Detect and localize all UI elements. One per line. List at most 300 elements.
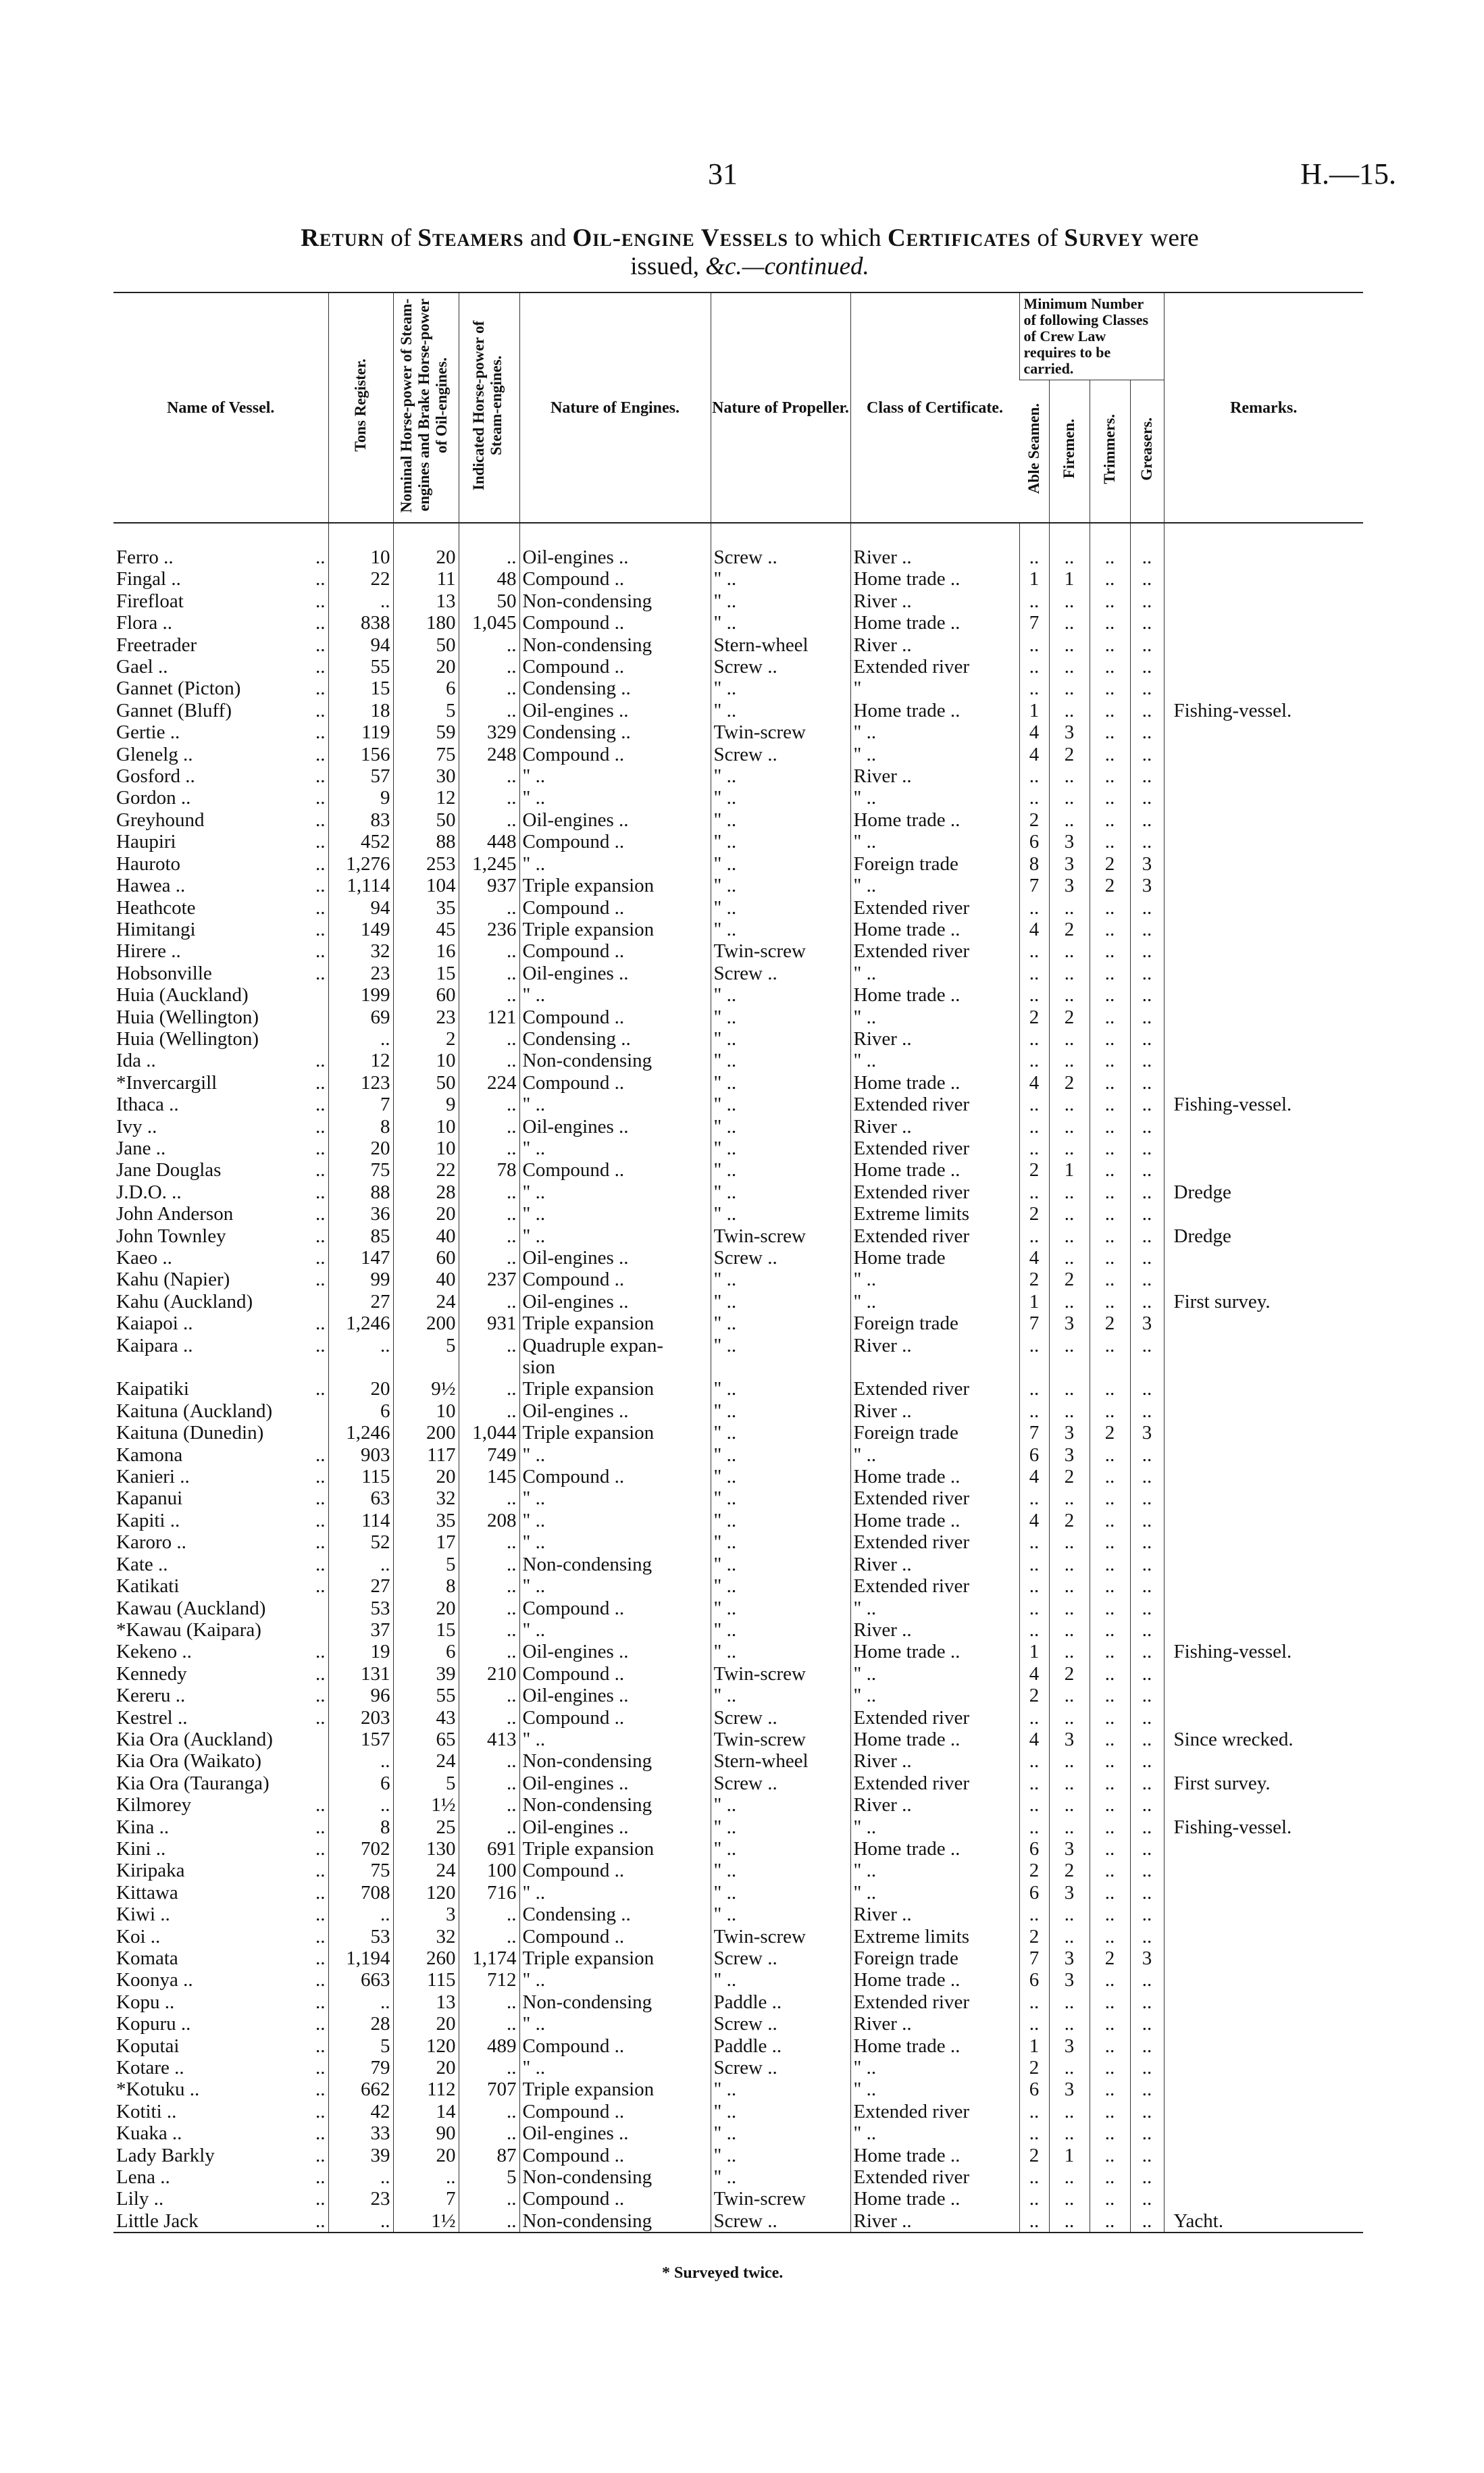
cell-firemen: .. <box>1049 2122 1090 2144</box>
vessel-name-text: Kittawa <box>116 1881 178 1904</box>
cell-nominal-hp: 10 <box>393 1050 459 1071</box>
cell-tons: 83 <box>328 809 393 831</box>
cell-able-seamen: 8 <box>1019 853 1049 875</box>
cell-able-seamen: .. <box>1019 1816 1049 1838</box>
cell-greasers: .. <box>1130 984 1164 1006</box>
cell-able-seamen: 2 <box>1019 1926 1049 1947</box>
cell-able-seamen: 6 <box>1019 1969 1049 1991</box>
cell-vessel-name <box>113 1444 328 1466</box>
cell-greasers: .. <box>1130 1794 1164 1816</box>
cell-indicated-hp <box>459 1356 519 1378</box>
table-row <box>113 1247 1363 1269</box>
cell-firemen: .. <box>1049 1291 1090 1312</box>
cell-firemen: .. <box>1049 1378 1090 1400</box>
cell-indicated-hp: .. <box>459 523 519 568</box>
table-row <box>113 809 1363 831</box>
cell-remarks <box>1164 2166 1363 2188</box>
cell-vessel-name <box>113 1575 328 1597</box>
cell-propeller: Screw .. <box>711 1947 850 1969</box>
cell-tons: 79 <box>328 2057 393 2079</box>
leader-dots: .. <box>315 1947 326 1969</box>
cell-nominal-hp: 20 <box>393 1466 459 1487</box>
cell-tons: 96 <box>328 1685 393 1706</box>
leader-dots: .. <box>315 1553 326 1575</box>
cell-remarks: First survey. <box>1164 1773 1363 1794</box>
cell-greasers: .. <box>1130 2166 1164 2188</box>
cell-trimmers: .. <box>1090 634 1130 656</box>
cell-vessel-name <box>113 1159 328 1181</box>
leader-dots: .. <box>315 1881 326 1904</box>
cell-trimmers: .. <box>1090 1794 1130 1816</box>
cell-tons: 28 <box>328 2013 393 2035</box>
cell-trimmers: .. <box>1090 1138 1130 1159</box>
cell-firemen: 3 <box>1049 1947 1090 1969</box>
vessel-name-text: Kuaka .. <box>116 2122 182 2145</box>
cell-greasers: .. <box>1130 1269 1164 1290</box>
cell-greasers: .. <box>1130 1138 1164 1159</box>
cell-remarks <box>1164 590 1363 612</box>
cell-greasers: 3 <box>1130 1422 1164 1444</box>
table-row <box>113 656 1363 678</box>
cell-greasers: .. <box>1130 787 1164 809</box>
cell-firemen: .. <box>1049 1641 1090 1662</box>
cell-vessel-name <box>113 1466 328 1487</box>
cell-tons: 55 <box>328 656 393 678</box>
table-row <box>113 1707 1363 1729</box>
vessel-name-text: Gosford .. <box>116 765 195 788</box>
cell-trimmers: .. <box>1090 590 1130 612</box>
cell-firemen: .. <box>1049 897 1090 919</box>
vessel-name-text: Kiwi .. <box>116 1904 170 1926</box>
cell-tons: .. <box>328 590 393 612</box>
vessel-name-text: Kapiti .. <box>116 1509 180 1531</box>
cell-certificate: Home trade .. <box>850 1072 1019 1094</box>
cell-certificate: Extended river <box>850 1138 1019 1159</box>
cell-firemen: 3 <box>1049 1882 1090 1904</box>
cell-greasers: .. <box>1130 1926 1164 1947</box>
cell-able-seamen: 6 <box>1019 1882 1049 1904</box>
cell-firemen: 3 <box>1049 831 1090 852</box>
table-row <box>113 1181 1363 1203</box>
cell-firemen: 1 <box>1049 568 1090 590</box>
cell-indicated-hp: 224 <box>459 1072 519 1094</box>
table-row <box>113 875 1363 896</box>
cell-tons: 22 <box>328 568 393 590</box>
cell-remarks <box>1164 2188 1363 2210</box>
cell-greasers: .. <box>1130 1116 1164 1138</box>
cell-indicated-hp: .. <box>459 1400 519 1422</box>
leader-dots: .. <box>315 1159 326 1181</box>
vessel-name-text: Gannet (Bluff) <box>116 699 232 721</box>
cell-remarks <box>1164 919 1363 940</box>
cell-indicated-hp: 413 <box>459 1729 519 1750</box>
leader-dots: .. <box>315 787 326 809</box>
cell-greasers: .. <box>1130 1400 1164 1422</box>
cell-trimmers: .. <box>1090 1094 1130 1115</box>
cell-able-seamen: .. <box>1019 765 1049 787</box>
cell-nominal-hp: 10 <box>393 1116 459 1138</box>
cell-engines: " .. <box>519 1729 711 1750</box>
cell-engines: Compound .. <box>519 2145 711 2166</box>
vessel-name-text: Heathcote <box>116 896 196 919</box>
table-row <box>113 612 1363 634</box>
cell-indicated-hp: 716 <box>459 1882 519 1904</box>
vessel-name-text: Huia (Auckland) <box>116 984 249 1006</box>
cell-engines: Oil-engines .. <box>519 2122 711 2144</box>
cell-vessel-name <box>113 1926 328 1947</box>
cell-firemen: 3 <box>1049 1312 1090 1334</box>
cell-engines: " .. <box>519 1510 711 1531</box>
leader-dots: .. <box>315 1115 326 1138</box>
cell-certificate: Home trade .. <box>850 984 1019 1006</box>
table-row <box>113 1882 1363 1904</box>
table-header <box>113 292 1363 523</box>
cell-indicated-hp: .. <box>459 1750 519 1772</box>
cell-indicated-hp: .. <box>459 897 519 919</box>
cell-firemen: .. <box>1049 1991 1090 2013</box>
cell-vessel-name <box>113 1531 328 1553</box>
cell-vessel-name <box>113 1225 328 1247</box>
cell-remarks <box>1164 1904 1363 1925</box>
cell-indicated-hp: .. <box>459 1641 519 1662</box>
cell-indicated-hp: .. <box>459 2057 519 2079</box>
cell-trimmers: .. <box>1090 523 1130 568</box>
cell-remarks <box>1164 1707 1363 1729</box>
cell-engines: " .. <box>519 1203 711 1225</box>
cell-propeller: " .. <box>711 809 850 831</box>
cell-able-seamen: 4 <box>1019 1729 1049 1750</box>
cell-tons: 52 <box>328 1531 393 1553</box>
cell-engines: Triple expansion <box>519 1947 711 1969</box>
cell-nominal-hp: 8 <box>393 1575 459 1597</box>
cell-greasers: .. <box>1130 2013 1164 2035</box>
cell-firemen: 3 <box>1049 1729 1090 1750</box>
table-row <box>113 1598 1363 1619</box>
cell-greasers: 3 <box>1130 853 1164 875</box>
cell-nominal-hp: 200 <box>393 1312 459 1334</box>
cell-remarks <box>1164 1991 1363 2013</box>
cell-firemen: .. <box>1049 940 1090 962</box>
cell-remarks <box>1164 1598 1363 1619</box>
table-row <box>113 1400 1363 1422</box>
cell-able-seamen: 2 <box>1019 1006 1049 1028</box>
cell-remarks <box>1164 721 1363 743</box>
cell-firemen: .. <box>1049 1050 1090 1071</box>
cell-nominal-hp: 5 <box>393 1773 459 1794</box>
vessel-name-text: *Kotuku .. <box>116 2079 200 2101</box>
cell-firemen: .. <box>1049 1707 1090 1729</box>
cell-tons: 663 <box>328 1969 393 1991</box>
cell-able-seamen: .. <box>1019 1707 1049 1729</box>
cell-nominal-hp: 20 <box>393 523 459 568</box>
cell-engines: Triple expansion <box>519 2079 711 2100</box>
cell-greasers: .. <box>1130 721 1164 743</box>
cell-able-seamen: .. <box>1019 1335 1049 1356</box>
cell-certificate: " .. <box>850 1598 1019 1619</box>
table-row <box>113 1947 1363 1969</box>
vessel-name-text: Ivy .. <box>116 1115 157 1138</box>
vessel-name-text: Kate .. <box>116 1553 168 1575</box>
vessel-name-text: Gael .. <box>116 656 168 678</box>
cell-nominal-hp: 23 <box>393 1006 459 1028</box>
cell-vessel-name <box>113 2145 328 2166</box>
cell-propeller: " .. <box>711 831 850 852</box>
cell-vessel-name <box>113 1028 328 1050</box>
cell-propeller: " .. <box>711 568 850 590</box>
cell-indicated-hp: 1,174 <box>459 1947 519 1969</box>
cell-nominal-hp: 13 <box>393 590 459 612</box>
cell-firemen: 2 <box>1049 1466 1090 1487</box>
cell-firemen: .. <box>1049 2013 1090 2035</box>
cell-certificate: " .. <box>850 1291 1019 1312</box>
cell-tons: 702 <box>328 1838 393 1860</box>
cell-tons: 115 <box>328 1466 393 1487</box>
cell-certificate: Home trade .. <box>850 919 1019 940</box>
leader-dots: .. <box>315 1466 326 1488</box>
cell-certificate: River .. <box>850 590 1019 612</box>
cell-able-seamen: .. <box>1019 1575 1049 1597</box>
cell-greasers: .. <box>1130 2079 1164 2100</box>
cell-able-seamen <box>1019 1356 1049 1378</box>
cell-tons: .. <box>328 1335 393 1356</box>
cell-remarks <box>1164 1860 1363 1881</box>
cell-remarks <box>1164 1838 1363 1860</box>
cell-vessel-name <box>113 1181 328 1203</box>
page-number: 31 <box>708 157 738 190</box>
cell-remarks <box>1164 940 1363 962</box>
cell-vessel-name <box>113 2166 328 2188</box>
cell-indicated-hp: .. <box>459 2101 519 2122</box>
cell-vessel-name <box>113 1138 328 1159</box>
cell-certificate: Extended river <box>850 1181 1019 1203</box>
cell-firemen: .. <box>1049 809 1090 831</box>
cell-able-seamen: 4 <box>1019 1247 1049 1269</box>
cell-able-seamen: .. <box>1019 1028 1049 1050</box>
table-row <box>113 744 1363 765</box>
cell-trimmers: .. <box>1090 1291 1130 1312</box>
table-row <box>113 1991 1363 2013</box>
cell-propeller: Twin-screw <box>711 1663 850 1685</box>
cell-certificate: River .. <box>850 634 1019 656</box>
cell-certificate: Extended river <box>850 1531 1019 1553</box>
cell-nominal-hp: 50 <box>393 809 459 831</box>
cell-vessel-name <box>113 2035 328 2057</box>
cell-tons: 27 <box>328 1575 393 1597</box>
cell-indicated-hp: 210 <box>459 1663 519 1685</box>
cell-remarks <box>1164 897 1363 919</box>
cell-trimmers: .. <box>1090 1641 1130 1662</box>
cell-propeller: " .. <box>711 853 850 875</box>
cell-propeller: " .. <box>711 1269 850 1290</box>
cell-nominal-hp: 20 <box>393 1203 459 1225</box>
cell-trimmers: .. <box>1090 1159 1130 1181</box>
table-row <box>113 1531 1363 1553</box>
cell-engines: Compound .. <box>519 940 711 962</box>
cell-indicated-hp: 1,245 <box>459 853 519 875</box>
leader-dots: .. <box>315 546 326 568</box>
cell-greasers: .. <box>1130 1225 1164 1247</box>
cell-certificate <box>850 1356 1019 1378</box>
cell-able-seamen: 1 <box>1019 700 1049 721</box>
cell-able-seamen: .. <box>1019 2122 1049 2144</box>
vessel-name-text: Kahu (Auckland) <box>116 1290 253 1312</box>
cell-indicated-hp: .. <box>459 1378 519 1400</box>
leader-dots: .. <box>315 1094 326 1116</box>
cell-engines: " .. <box>519 1531 711 1553</box>
cell-engines: Oil-engines .. <box>519 1773 711 1794</box>
table-row <box>113 1072 1363 1094</box>
leader-dots: .. <box>315 1860 326 1882</box>
cell-remarks <box>1164 1575 1363 1597</box>
cell-remarks <box>1164 2145 1363 2166</box>
cell-trimmers: .. <box>1090 1335 1130 1356</box>
cell-tons: 5 <box>328 2035 393 2057</box>
cell-vessel-name <box>113 1094 328 1115</box>
cell-tons: 452 <box>328 831 393 852</box>
cell-engines: " .. <box>519 2057 711 2079</box>
cell-trimmers: .. <box>1090 1028 1130 1050</box>
cell-remarks <box>1164 1750 1363 1772</box>
cell-indicated-hp: 236 <box>459 919 519 940</box>
vessel-name-text: Kaituna (Auckland) <box>116 1400 273 1422</box>
cell-able-seamen: .. <box>1019 2188 1049 2210</box>
cell-tons: 7 <box>328 1094 393 1115</box>
cell-indicated-hp: 5 <box>459 2166 519 2188</box>
cell-certificate: Extended river <box>850 1991 1019 2013</box>
cell-engines: Non-condensing <box>519 2210 711 2233</box>
cell-tons: 20 <box>328 1138 393 1159</box>
cell-remarks <box>1164 744 1363 765</box>
cell-nominal-hp: 45 <box>393 919 459 940</box>
cell-trimmers: .. <box>1090 940 1130 962</box>
cell-engines: Condensing .. <box>519 678 711 699</box>
cell-trimmers: .. <box>1090 2035 1130 2057</box>
cell-tons: 94 <box>328 634 393 656</box>
table-row <box>113 1356 1363 1378</box>
title-word: and <box>530 224 567 252</box>
cell-firemen: 1 <box>1049 1159 1090 1181</box>
cell-propeller: " .. <box>711 2122 850 2144</box>
cell-remarks <box>1164 1378 1363 1400</box>
cell-propeller: " .. <box>711 1904 850 1925</box>
table-row <box>113 1487 1363 1509</box>
table-row <box>113 2166 1363 2188</box>
cell-propeller: " .. <box>711 1860 850 1881</box>
cell-remarks <box>1164 1531 1363 1553</box>
vessel-name-text: Koonya .. <box>116 1969 193 1991</box>
cell-engines: Compound .. <box>519 831 711 852</box>
cell-trimmers: .. <box>1090 1882 1130 1904</box>
cell-nominal-hp: 5 <box>393 1335 459 1356</box>
cell-indicated-hp: .. <box>459 1707 519 1729</box>
cell-trimmers: .. <box>1090 678 1130 699</box>
cell-vessel-name <box>113 2079 328 2100</box>
cell-nominal-hp: 7 <box>393 2188 459 2210</box>
cell-tons: 8 <box>328 1816 393 1838</box>
cell-indicated-hp: 749 <box>459 1444 519 1466</box>
cell-engines: Compound .. <box>519 1663 711 1685</box>
cell-nominal-hp: .. <box>393 2166 459 2188</box>
cell-engines: Oil-engines .. <box>519 1641 711 1662</box>
cell-greasers: .. <box>1130 1531 1164 1553</box>
cell-propeller: Screw .. <box>711 1773 850 1794</box>
cell-firemen: .. <box>1049 1225 1090 1247</box>
cell-indicated-hp: 931 <box>459 1312 519 1334</box>
header-tons-text: Tons Register. <box>352 359 369 452</box>
cell-trimmers: .. <box>1090 1575 1130 1597</box>
cell-firemen: .. <box>1049 2188 1090 2210</box>
cell-remarks: Fishing-vessel. <box>1164 700 1363 721</box>
header-name: Name of Vessel. <box>113 292 328 523</box>
cell-nominal-hp: 20 <box>393 2145 459 2166</box>
leader-dots: .. <box>315 678 326 700</box>
title-word: Survey <box>1064 224 1144 252</box>
cell-vessel-name <box>113 744 328 765</box>
cell-remarks <box>1164 963 1363 984</box>
cell-firemen: 3 <box>1049 2079 1090 2100</box>
cell-trimmers: .. <box>1090 1838 1130 1860</box>
cell-vessel-name <box>113 963 328 984</box>
cell-certificate: River .. <box>850 1116 1019 1138</box>
cell-tons: 10 <box>328 523 393 568</box>
cell-tons: 33 <box>328 2122 393 2144</box>
leader-dots: .. <box>315 2188 326 2210</box>
cell-able-seamen: 6 <box>1019 831 1049 852</box>
cell-remarks <box>1164 831 1363 852</box>
cell-nominal-hp: 10 <box>393 1138 459 1159</box>
leader-dots: .. <box>315 1181 326 1203</box>
leader-dots: .. <box>315 568 326 590</box>
leader-dots: .. <box>315 2210 326 2232</box>
cell-able-seamen: .. <box>1019 1400 1049 1422</box>
cell-propeller: Twin-screw <box>711 2188 850 2210</box>
header-able-seamen <box>1019 380 1049 524</box>
cell-vessel-name <box>113 1641 328 1662</box>
cell-trimmers: .. <box>1090 1816 1130 1838</box>
table-row <box>113 2122 1363 2144</box>
table-row <box>113 919 1363 940</box>
cell-remarks <box>1164 1466 1363 1487</box>
cell-able-seamen: .. <box>1019 1794 1049 1816</box>
table-row <box>113 1116 1363 1138</box>
cell-vessel-name <box>113 1685 328 1706</box>
cell-vessel-name <box>113 919 328 940</box>
cell-engines: " .. <box>519 1094 711 1115</box>
cell-trimmers: .. <box>1090 1247 1130 1269</box>
cell-trimmers: .. <box>1090 2145 1130 2166</box>
cell-greasers: .. <box>1130 1466 1164 1487</box>
cell-tons: 199 <box>328 984 393 1006</box>
vessel-name-text: Glenelg .. <box>116 743 193 765</box>
cell-propeller: " .. <box>711 1378 850 1400</box>
header-engines: Nature of Engines. <box>519 292 711 523</box>
cell-trimmers: .. <box>1090 1531 1130 1553</box>
vessel-name-text: Koi .. <box>116 1925 161 1947</box>
cell-trimmers: .. <box>1090 1400 1130 1422</box>
cell-nominal-hp: 88 <box>393 831 459 852</box>
vessel-name-text: Kopuru .. <box>116 2013 191 2035</box>
cell-propeller: " .. <box>711 1685 850 1706</box>
cell-firemen: .. <box>1049 1181 1090 1203</box>
cell-greasers: .. <box>1130 1685 1164 1706</box>
cell-greasers: .. <box>1130 1991 1164 2013</box>
table-row <box>113 1138 1363 1159</box>
cell-nominal-hp: 12 <box>393 787 459 809</box>
cell-engines: Compound .. <box>519 1466 711 1487</box>
cell-greasers: 3 <box>1130 1312 1164 1334</box>
leader-dots: .. <box>315 875 326 897</box>
vessel-name-text: Kaiapoi .. <box>116 1312 193 1335</box>
